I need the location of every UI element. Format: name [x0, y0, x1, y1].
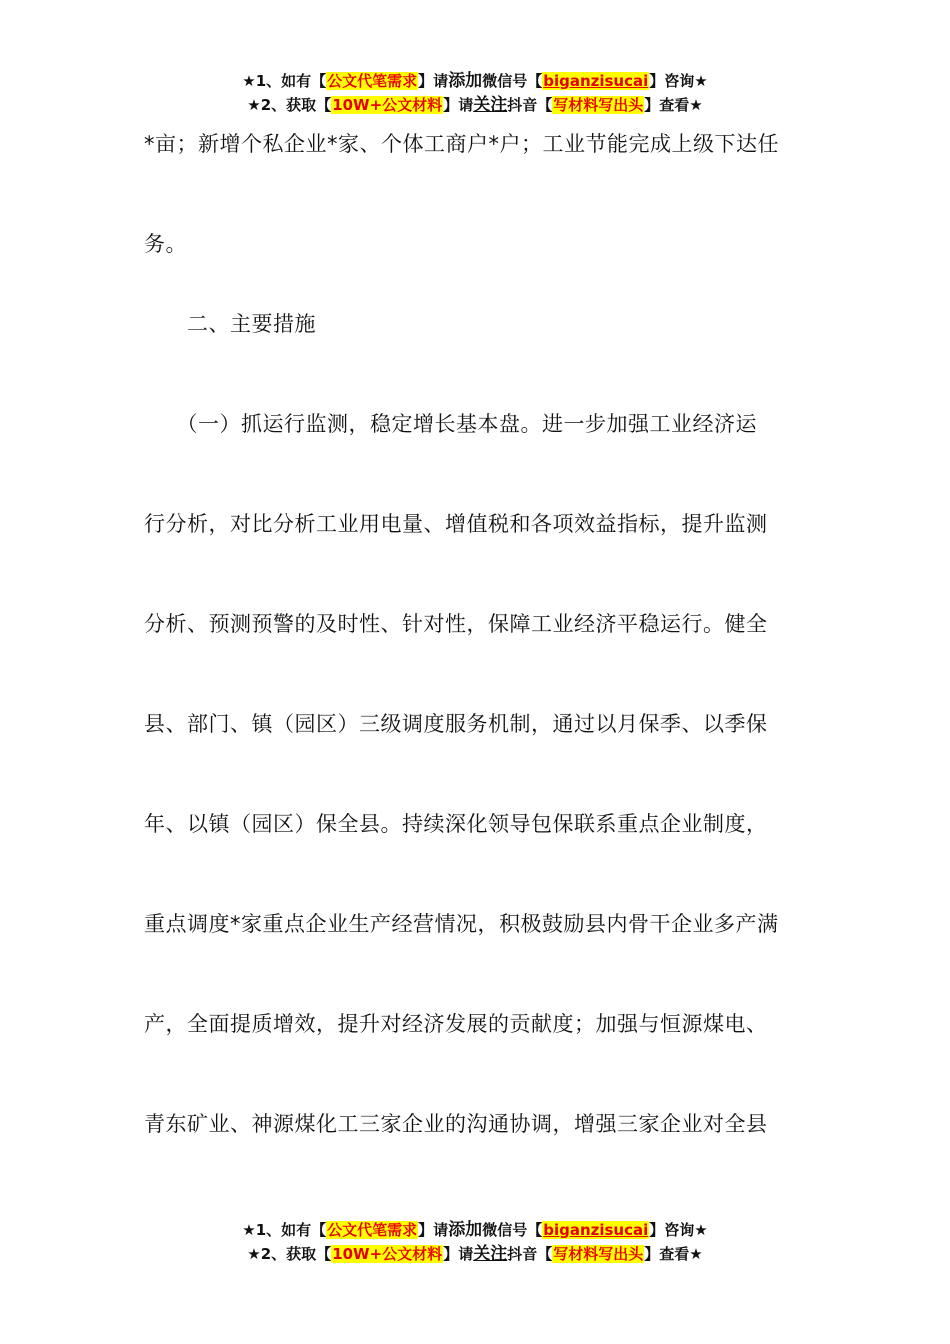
banner-text: 】咨询 — [649, 1221, 695, 1239]
star-icon: ★ — [242, 1221, 256, 1239]
banner-text: 微信号【 — [482, 1221, 543, 1239]
body-line: 务。 — [144, 232, 187, 256]
banner-text: 】请 — [418, 72, 449, 90]
banner-text: 】请 — [443, 96, 474, 114]
star-icon: ★ — [694, 72, 708, 90]
body-line: 重点调度*家重点企业生产经营情况，积极鼓励县内骨干企业多产满 — [144, 912, 779, 936]
body-line: （一）抓运行监测，稳定增长基本盘。进一步加强工业经济运 — [144, 412, 757, 436]
body-line: 分析、预测预警的及时性、针对性，保障工业经济平稳运行。健全 — [144, 612, 768, 636]
footer-banner — [0, 1218, 950, 1266]
highlight-douyin-account: 写材料写出头 — [553, 1245, 644, 1263]
banner-emphasis: 关注 — [473, 1244, 508, 1264]
body-line: 县、部门、镇（园区）三级调度服务机制，通过以月保季、以季保 — [144, 712, 768, 736]
banner-emphasis: 关注 — [473, 95, 508, 115]
banner-text: 1、如有【 — [255, 1221, 327, 1239]
banner-text: 】咨询 — [649, 72, 695, 90]
banner-text: 2、获取【 — [260, 1245, 332, 1263]
banner-text: 2、获取【 — [260, 96, 332, 114]
body-line: 产，全面提质增效，提升对经济发展的贡献度；加强与恒源煤电、 — [144, 1012, 768, 1036]
document-body — [144, 94, 809, 1174]
banner-line-1 — [0, 69, 950, 93]
banner-text: 】查看 — [644, 1245, 690, 1263]
highlight-materials: 10W+公文材料 — [332, 1245, 443, 1263]
banner-text: 】请 — [418, 1221, 449, 1239]
star-icon: ★ — [689, 1245, 703, 1263]
section-heading: 二、主要措施 — [144, 312, 316, 336]
banner-emphasis: 添加 — [448, 71, 483, 91]
star-icon: ★ — [242, 72, 256, 90]
banner-text: 】查看 — [644, 96, 690, 114]
body-line: *亩；新增个私企业*家、个体工商户*户；工业节能完成上级下达任 — [144, 132, 779, 156]
body-line: 行分析，对比分析工业用电量、增值税和各项效益指标，提升监测 — [144, 512, 768, 536]
banner-line-2 — [0, 1242, 950, 1266]
highlight-service: 公文代笔需求 — [327, 1221, 418, 1239]
banner-text: 】请 — [443, 1245, 474, 1263]
star-icon: ★ — [247, 1245, 261, 1263]
highlight-wechat-id: biganzisucai — [543, 72, 649, 90]
banner-text: 1、如有【 — [255, 72, 327, 90]
highlight-wechat-id: biganzisucai — [543, 1221, 649, 1239]
highlight-douyin-account: 写材料写出头 — [553, 96, 644, 114]
star-icon: ★ — [694, 1221, 708, 1239]
body-line: 青东矿业、神源煤化工三家企业的沟通协调，增强三家企业对全县 — [144, 1112, 768, 1136]
banner-text: 抖音【 — [507, 96, 553, 114]
banner-line-1 — [0, 1218, 950, 1242]
banner-emphasis: 添加 — [448, 1220, 483, 1240]
banner-text: 抖音【 — [507, 1245, 553, 1263]
highlight-materials: 10W+公文材料 — [332, 96, 443, 114]
body-line: 年、以镇（园区）保全县。持续深化领导包保联系重点企业制度， — [144, 812, 768, 836]
star-icon: ★ — [689, 96, 703, 114]
star-icon: ★ — [247, 96, 261, 114]
banner-text: 微信号【 — [482, 72, 543, 90]
highlight-service: 公文代笔需求 — [327, 72, 418, 90]
